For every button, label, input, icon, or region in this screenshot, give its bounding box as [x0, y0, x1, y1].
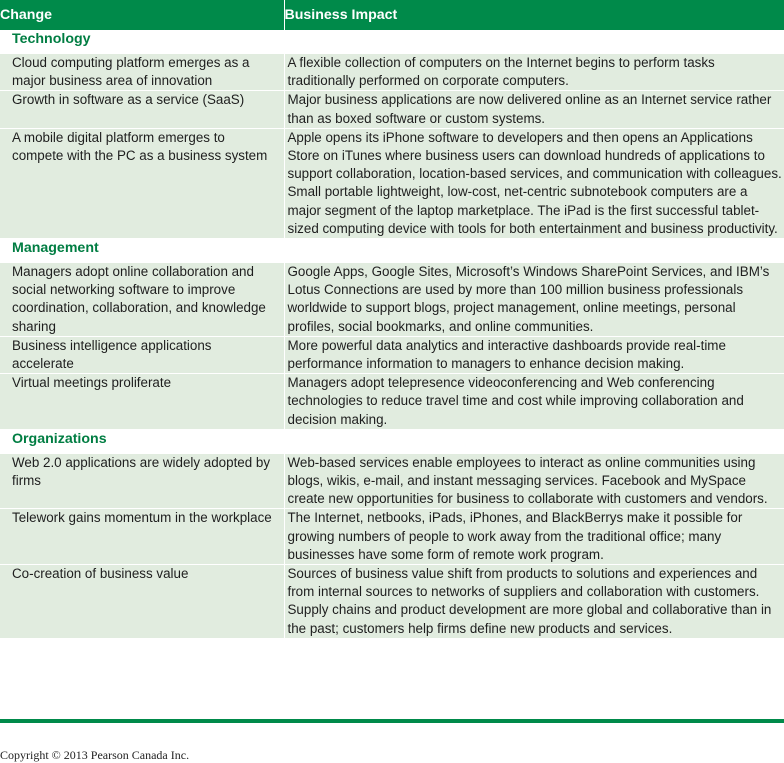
table-row [0, 336, 784, 373]
column-header-business-impact: Business Impact [284, 0, 784, 30]
change-cell: Business intelligence applications accelerate [0, 336, 284, 373]
section-header-row [0, 30, 784, 54]
section-header-row [0, 429, 784, 453]
table-row [0, 263, 784, 337]
business-impact-cell: The Internet, netbooks, iPads, iPhones, and BlackBerrys make it possible for growing numbers of people to work away from the traditional office; many businesses have some form of remote work program. [284, 509, 784, 565]
section-spacer [284, 239, 784, 263]
table-row [0, 91, 784, 128]
table-header-row [0, 0, 784, 30]
business-impact-cell: Sources of business value shift from products to solutions and experiences and from internal sources to networks of suppliers and collaboration with customers. Supply chains and product development are more global and collaborative than in the past; customers help firms define new products and services. [284, 565, 784, 639]
change-cell: Virtual meetings proliferate [0, 374, 284, 430]
section-header-row [0, 239, 784, 263]
table-row [0, 509, 784, 565]
business-impact-cell: Web-based services enable employees to interact as online communities using blogs, wikis, e-mail, and instant messaging services. Facebook and MySpace create new opportunities for business to collaborate with customers and vendors. [284, 453, 784, 509]
business-impact-cell: Major business applications are now delivered online as an Internet service rather than as boxed software or custom systems. [284, 91, 784, 128]
section-spacer [284, 429, 784, 453]
business-impact-cell: A flexible collection of computers on the Internet begins to perform tasks traditionally performed on corporate computers. [284, 54, 784, 91]
copyright-notice: Copyright © 2013 Pearson Canada Inc. [0, 748, 190, 762]
change-cell: Telework gains momentum in the workplace [0, 509, 284, 565]
change-cell: A mobile digital platform emerges to compete with the PC as a business system [0, 128, 284, 238]
table-row [0, 128, 784, 238]
change-cell: Cloud computing platform emerges as a major business area of innovation [0, 54, 284, 91]
change-cell: Co-creation of business value [0, 565, 284, 639]
business-impact-cell: Apple opens its iPhone software to developers and then opens an Applications Store on iTunes where business users can download hundreds of applications to support collaboration, location-based services, and communication with colleagues. Small portable lightweight, low-cost, net-centric subnotebook computers are a major segment of the laptop marketplace. The iPad is the first successful tablet-sized computing device with tools for both entertainment and business productivity. [284, 128, 784, 238]
section-spacer [284, 30, 784, 54]
table-row [0, 565, 784, 639]
section-title: Technology [0, 30, 284, 54]
business-impact-cell: Managers adopt telepresence videoconferencing and Web conferencing technologies to reduce travel time and cost while improving collaboration and decision making. [284, 374, 784, 430]
change-cell: Growth in software as a service (SaaS) [0, 91, 284, 128]
table-body [0, 30, 784, 638]
business-impact-cell: Google Apps, Google Sites, Microsoft’s Windows SharePoint Services, and IBM’s Lotus Connections are used by more than 100 million business professionals worldwide to support blogs, project management, online meetings, personal profiles, social bookmarks, and online communities. [284, 263, 784, 337]
section-title: Organizations [0, 429, 284, 453]
table-bottom-rule [0, 719, 784, 723]
table-row [0, 374, 784, 430]
section-title: Management [0, 239, 284, 263]
business-impact-cell: More powerful data analytics and interactive dashboards provide real-time performance information to managers to enhance decision making. [284, 336, 784, 373]
change-cell: Managers adopt online collaboration and social networking software to improve coordination, collaboration, and knowledge sharing [0, 263, 284, 337]
table-row [0, 453, 784, 509]
table-row [0, 54, 784, 91]
column-header-change: Change [0, 0, 284, 30]
change-cell: Web 2.0 applications are widely adopted by firms [0, 453, 284, 509]
